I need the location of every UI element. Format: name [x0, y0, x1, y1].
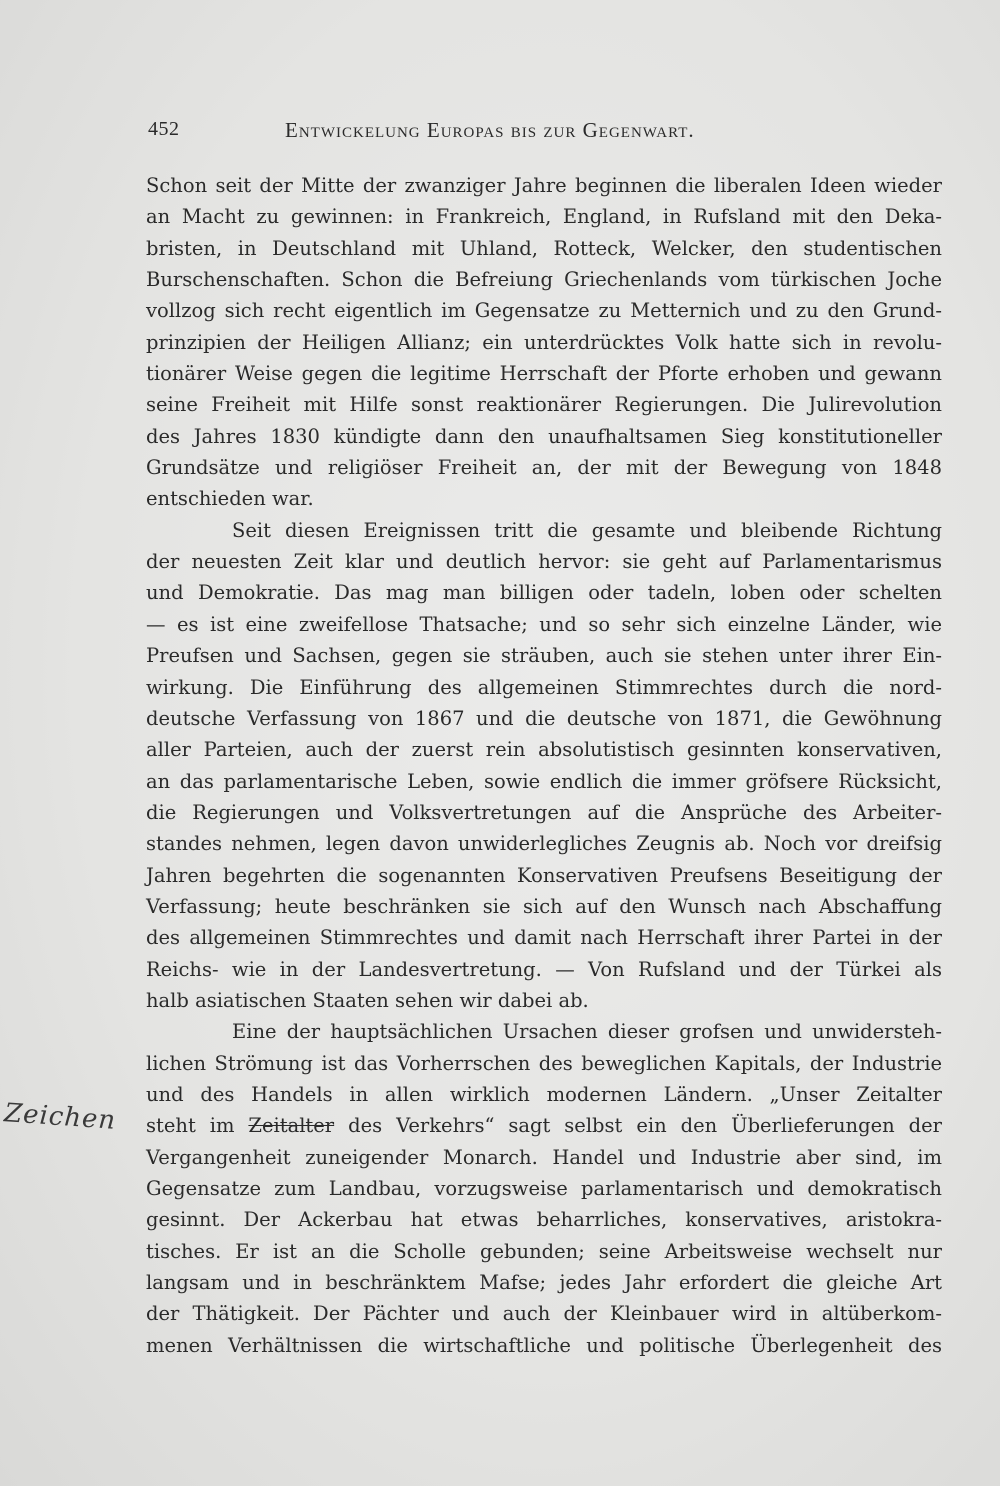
text-line: menen Verhältnissen die wirtschaftliche und politische Überlegenheit des	[146, 1333, 942, 1357]
text-line: lichen Strömung ist das Vorherrschen des beweglichen Kapitals, der Industrie	[146, 1051, 942, 1075]
text-line: Jahren begehrten die sogenannten Konservativen Preufsens Beseitigung der	[146, 863, 942, 887]
text-line: vollzog sich recht eigentlich im Gegensatze zu Metternich und zu den Grund-	[146, 299, 942, 323]
text-line: des allgemeinen Stimmrechtes und damit nach Herrschaft ihrer Partei in der	[146, 926, 942, 950]
text-line: Gegensatze zum Landbau, vorzugsweise parlamentarisch und demokratisch	[146, 1177, 942, 1200]
text-line: Reichs- wie in der Landesvertretung. — Von Rufsland und der Türkei als	[146, 957, 942, 981]
text-line: entschieden war.	[146, 487, 314, 511]
struck-word: Zeitalter	[248, 1114, 335, 1138]
text-line: halb asiatischen Staaten sehen wir dabei ab.	[146, 988, 589, 1012]
text-line: prinzipien der Heiligen Allianz; ein unterdrücktes Volk hatte sich in revolu-	[146, 330, 942, 354]
text-line: Seit diesen Ereignissen tritt die gesamte und bleibende Richtung	[232, 518, 942, 542]
paragraph-2	[146, 515, 942, 1017]
text-line: und des Handels in allen wirklich modernen Ländern. „Unser Zeitalter	[146, 1082, 942, 1106]
page-number: 452	[148, 118, 180, 140]
text-line-with-correction	[146, 1110, 942, 1141]
text-line: Preufsen und Sachsen, gegen sie sträuben, auch sie stehen unter ihrer Ein-	[146, 644, 942, 668]
text-line: Vergangenheit zuneigender Monarch. Handel und Industrie aber sind, im	[146, 1145, 942, 1169]
text-line: deutsche Verfassung von 1867 und die deutsche von 1871, die Gewöhnung	[146, 706, 942, 730]
text-line: des Jahres 1830 kündigte dann den unaufhaltsamen Sieg konstitutioneller	[146, 424, 942, 448]
text-line: Schon seit der Mitte der zwanziger Jahre beginnen die liberalen Ideen wieder	[146, 174, 942, 197]
text-line: der Thätigkeit. Der Pächter und auch der Kleinbauer wird in altüberkom-	[146, 1302, 942, 1326]
text-line: und Demokratie. Das mag man billigen oder tadeln, loben oder schelten	[146, 581, 942, 605]
text-line: an das parlamentarische Leben, sowie endlich die immer gröfsere Rücksicht,	[146, 769, 942, 793]
line-rest: des Verkehrs“ sagt selbst ein den Überlieferungen der	[348, 1114, 942, 1138]
text-line: der neuesten Zeit klar und deutlich hervor: sie geht auf Parlamentarismus	[146, 550, 942, 574]
text-line: Verfassung; heute beschränken sie sich auf den Wunsch nach Abschaffung	[146, 894, 942, 918]
text-line: aller Parteien, auch der zuerst rein absolutistisch gesinnten konservativen,	[146, 738, 942, 762]
text-line: die Regierungen und Volksvertretungen auf die Ansprüche des Arbeiter-	[146, 800, 942, 824]
text-line: — es ist eine zweifellose Thatsache; und so sehr sich einzelne Länder, wie	[146, 612, 942, 636]
text-line: Eine der hauptsächlichen Ursachen dieser grofsen und unwidersteh-	[232, 1020, 942, 1044]
text-line: an Macht zu gewinnen: in Frankreich, England, in Rufsland mit den Deka-	[146, 205, 942, 229]
handwritten-margin-note: Zeichen	[3, 1098, 118, 1136]
text-line: tionärer Weise gegen die legitime Herrschaft der Pforte erhoben und gewann	[146, 362, 942, 386]
paragraph-1	[146, 170, 942, 515]
text-line: Burschenschaften. Schon die Befreiung Griechenlands vom türkischen Joche	[146, 268, 942, 292]
text-line: tisches. Er ist an die Scholle gebunden; seine Arbeitsweise wechselt nur	[146, 1239, 942, 1263]
running-title: Entwickelung Europas bis zur Gegenwart.	[285, 118, 695, 142]
body-text	[146, 170, 942, 1361]
text-line: standes nehmen, legen davon unwiderlegliches Zeugnis ab. Noch vor dreifsig	[146, 832, 942, 856]
text-line: bristen, in Deutschland mit Uhland, Rotteck, Welcker, den studentischen	[146, 236, 942, 260]
text-line: langsam und in beschränktem Mafse; jedes Jahr erfordert die gleiche Art	[146, 1271, 942, 1295]
page-header	[148, 118, 808, 148]
text-line: gesinnt. Der Ackerbau hat etwas beharrliches, konservatives, aristokra-	[146, 1208, 942, 1232]
text-line: Grundsätze und religiöser Freiheit an, der mit der Bewegung von 1848	[146, 456, 942, 480]
text-line: seine Freiheit mit Hilfe sonst reaktionärer Regierungen. Die Julirevolution	[146, 393, 942, 417]
paragraph-3	[146, 1016, 942, 1361]
text-line: wirkung. Die Einführung des allgemeinen Stimmrechtes durch die nord-	[146, 675, 942, 699]
line-start: steht im	[146, 1114, 235, 1138]
